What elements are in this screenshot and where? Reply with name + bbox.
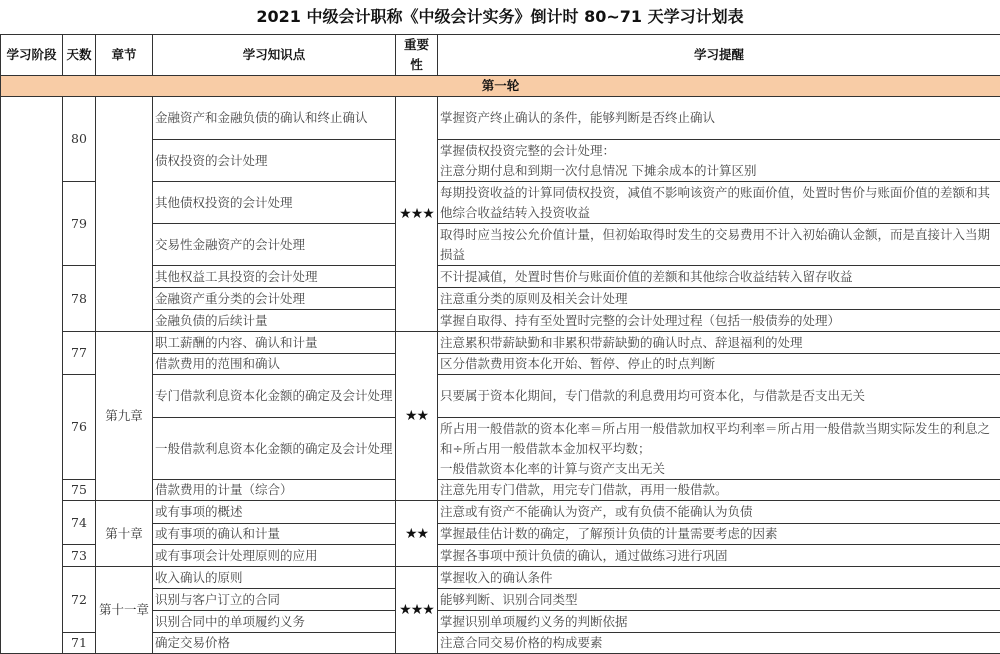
study-reminder: 每期投资收益的计算同债权投资，减值不影响该资产的账面价值，处置时售价与账面价值的差额和其他综合收益结转入投资收益 xyxy=(438,182,1000,224)
header-stage: 学习阶段 xyxy=(1,35,63,76)
header-knowledge-point: 学习知识点 xyxy=(153,35,396,76)
day-cell: 75 xyxy=(63,480,96,501)
day-cell: 73 xyxy=(63,545,96,567)
study-reminder: 所占用一般借款的资本化率＝所占用一般借款加权平均利率＝所占用一般借款当期实际发生的利息之和÷所占用一般借款本金加权平均数； 一般借款资本化率的计算与资产支出无关 xyxy=(438,418,1000,480)
knowledge-point: 职工薪酬的内容、确认和计量 xyxy=(153,332,396,354)
study-reminder: 注意先用专门借款，用完专门借款，再用一般借款。 xyxy=(438,480,1000,501)
day-cell: 74 xyxy=(63,501,96,545)
header-days: 天数 xyxy=(63,35,96,76)
knowledge-point: 或有事项的确认和计量 xyxy=(153,524,396,545)
study-reminder: 不计提减值，处置时售价与账面价值的差额和其他综合收益结转入留存收益 xyxy=(438,266,1000,288)
knowledge-point: 或有事项的概述 xyxy=(153,501,396,524)
knowledge-point: 金融资产和金融负债的确认和终止确认 xyxy=(153,97,396,140)
study-reminder: 掌握最佳估计数的确定，了解预计负债的计量需要考虑的因素 xyxy=(438,524,1000,545)
day-cell: 72 xyxy=(63,567,96,633)
study-reminder: 注意重分类的原则及相关会计处理 xyxy=(438,288,1000,310)
study-reminder: 掌握资产终止确认的条件，能够判断是否终止确认 xyxy=(438,97,1000,140)
stage-cell xyxy=(1,97,63,654)
day-cell: 71 xyxy=(63,633,96,654)
knowledge-point: 确定交易价格 xyxy=(153,633,396,654)
knowledge-point: 或有事项会计处理原则的应用 xyxy=(153,545,396,567)
day-cell: 79 xyxy=(63,182,96,266)
chapter-cell xyxy=(96,97,153,332)
knowledge-point: 一般借款利息资本化金额的确定及会计处理 xyxy=(153,418,396,480)
header-chapter: 章节 xyxy=(96,35,153,76)
table-row xyxy=(1,332,1000,354)
study-reminder: 掌握自取得、持有至处置时完整的会计处理过程（包括一般债券的处理） xyxy=(438,310,1000,332)
day-cell: 76 xyxy=(63,375,96,480)
knowledge-point: 其他债权投资的会计处理 xyxy=(153,182,396,224)
knowledge-point: 识别合同中的单项履约义务 xyxy=(153,611,396,633)
chapter-cell: 第九章 xyxy=(96,332,153,501)
knowledge-point: 专门借款利息资本化金额的确定及会计处理 xyxy=(153,375,396,418)
study-reminder: 掌握识别单项履约义务的判断依据 xyxy=(438,611,1000,633)
day-cell: 78 xyxy=(63,266,96,332)
study-reminder: 只要属于资本化期间，专门借款的利息费用均可资本化，与借款是否支出无关 xyxy=(438,375,1000,418)
table-row xyxy=(1,501,1000,524)
study-reminder: 能够判断、识别合同类型 xyxy=(438,589,1000,611)
importance-stars: ★★ xyxy=(396,501,438,567)
study-plan-table xyxy=(0,34,1000,654)
knowledge-point: 借款费用的范围和确认 xyxy=(153,354,396,375)
header-row xyxy=(1,35,1000,76)
importance-stars: ★★★ xyxy=(396,567,438,654)
study-reminder: 取得时应当按公允价值计量，但初始取得时发生的交易费用不计入初始确认金额，而是直接计入当期损益 xyxy=(438,224,1000,266)
knowledge-point: 交易性金融资产的会计处理 xyxy=(153,224,396,266)
study-reminder: 注意或有资产不能确认为资产，或有负债不能确认为负债 xyxy=(438,501,1000,524)
study-reminder: 掌握各事项中预计负债的确认，通过做练习进行巩固 xyxy=(438,545,1000,567)
knowledge-point: 收入确认的原则 xyxy=(153,567,396,589)
importance-stars: ★★★ xyxy=(396,97,438,332)
page-title: 2021 中级会计职称《中级会计实务》倒计时 80~71 天学习计划表 xyxy=(0,0,1000,34)
table-row xyxy=(1,567,1000,589)
study-reminder: 掌握收入的确认条件 xyxy=(438,567,1000,589)
knowledge-point: 债权投资的会计处理 xyxy=(153,140,396,182)
day-cell: 77 xyxy=(63,332,96,375)
chapter-cell: 第十一章 xyxy=(96,567,153,654)
knowledge-point: 借款费用的计量（综合） xyxy=(153,480,396,501)
study-reminder: 注意合同交易价格的构成要素 xyxy=(438,633,1000,654)
study-reminder: 掌握债权投资完整的会计处理： 注意分期付息和到期一次付息情况 下摊余成本的计算区别 xyxy=(438,140,1000,182)
header-reminder: 学习提醒 xyxy=(438,35,1000,76)
knowledge-point: 金融负债的后续计量 xyxy=(153,310,396,332)
header-importance: 重要性 xyxy=(396,35,438,76)
knowledge-point: 金融资产重分类的会计处理 xyxy=(153,288,396,310)
round-label: 第一轮 xyxy=(1,76,1000,97)
table-row xyxy=(1,97,1000,140)
knowledge-point: 识别与客户订立的合同 xyxy=(153,589,396,611)
day-cell: 80 xyxy=(63,97,96,182)
chapter-cell: 第十章 xyxy=(96,501,153,567)
study-reminder: 区分借款费用资本化开始、暂停、停止的时点判断 xyxy=(438,354,1000,375)
knowledge-point: 其他权益工具投资的会计处理 xyxy=(153,266,396,288)
round-row xyxy=(1,76,1000,97)
study-reminder: 注意累积带薪缺勤和非累积带薪缺勤的确认时点、辞退福利的处理 xyxy=(438,332,1000,354)
importance-stars: ★★ xyxy=(396,332,438,501)
